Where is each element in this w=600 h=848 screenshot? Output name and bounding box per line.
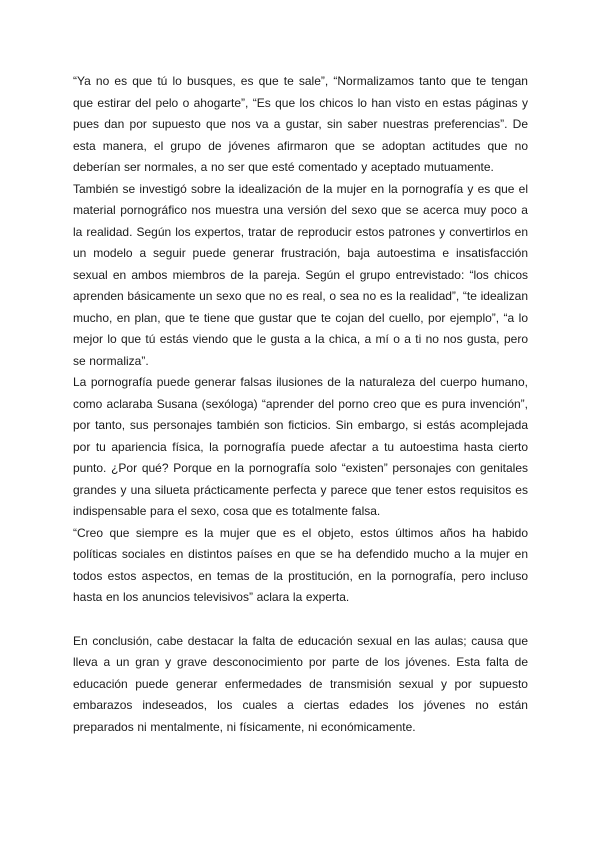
document-page xyxy=(73,71,528,738)
paragraph-spacer xyxy=(73,609,528,631)
paragraph-idealization: También se investigó sobre la idealización de la mujer en la pornografía y es que el material pornográfico nos muestra una versión del sexo que se acerca muy poco a la realidad. Según los expertos, tratar de reproducir estos patrones y convertirlos en un modelo a seguir puede generar frustración, baja autoestima e insatisfacción sexual en ambos miembros de la pareja. Según el grupo entrevistado: “los chicos aprenden básicamente un sexo que no es real, o sea no es la realidad”, “te idealizan mucho, en plan, que te tiene que gustar que te cojan del cuello, por ejemplo”, “a lo mejor lo que tú estás viendo que le gusta a la chica, a mí o a ti no nos gusta, pero se normaliza”. xyxy=(73,181,528,368)
paragraph-conclusion: En conclusión, cabe destacar la falta de educación sexual en las aulas; causa que lleva a un gran y grave desconocimiento por parte de los jóvenes. Esta falta de educación puede generar enfermedades de transmisión sexual y por supuesto embarazos indeseados, los cuales a ciertas edades los jóvenes no están preparados ni mentalmente, ni físicamente, ni económicamente. xyxy=(73,633,528,734)
paragraph-expert-quote: “Creo que siempre es la mujer que es el objeto, estos últimos años ha habido políticas sociales en distintos países en que se ha defendido mucho a la mujer en todos estos aspectos, en temas de la prostitución, en la pornografía, pero incluso hasta en los anuncios televisivos” aclara la experta. xyxy=(73,525,528,604)
paragraph-false-illusions: La pornografía puede generar falsas ilusiones de la naturaleza del cuerpo humano, como aclaraba Susana (sexóloga) “aprender del porno creo que es pura invención”, por tanto, sus personajes también son ficticios. Sin embargo, si estás acomplejada por tu apariencia física, la pornografía puede afectar a tu autoestima hasta cierto punto. ¿Por qué? Porque en la pornografía solo “existen” personajes con genitales grandes y una silueta prácticamente perfecta y parece que tener estos requisitos es indispensable para el sexo, cosa que es totalmente falsa. xyxy=(73,375,528,518)
paragraph-quotes-normalization: “Ya no es que tú lo busques, es que te sale”, “Normalizamos tanto que te tengan que estirar del pelo o ahogarte”, “Es que los chicos lo han visto en estas páginas y pues dan por supuesto que nos va a gustar, sin saber nuestras preferencias”. De esta manera, el grupo de jóvenes afirmaron que se adoptan actitudes que no deberían ser normales, a no ser que esté comentado y aceptado mutuamente. xyxy=(73,74,528,174)
